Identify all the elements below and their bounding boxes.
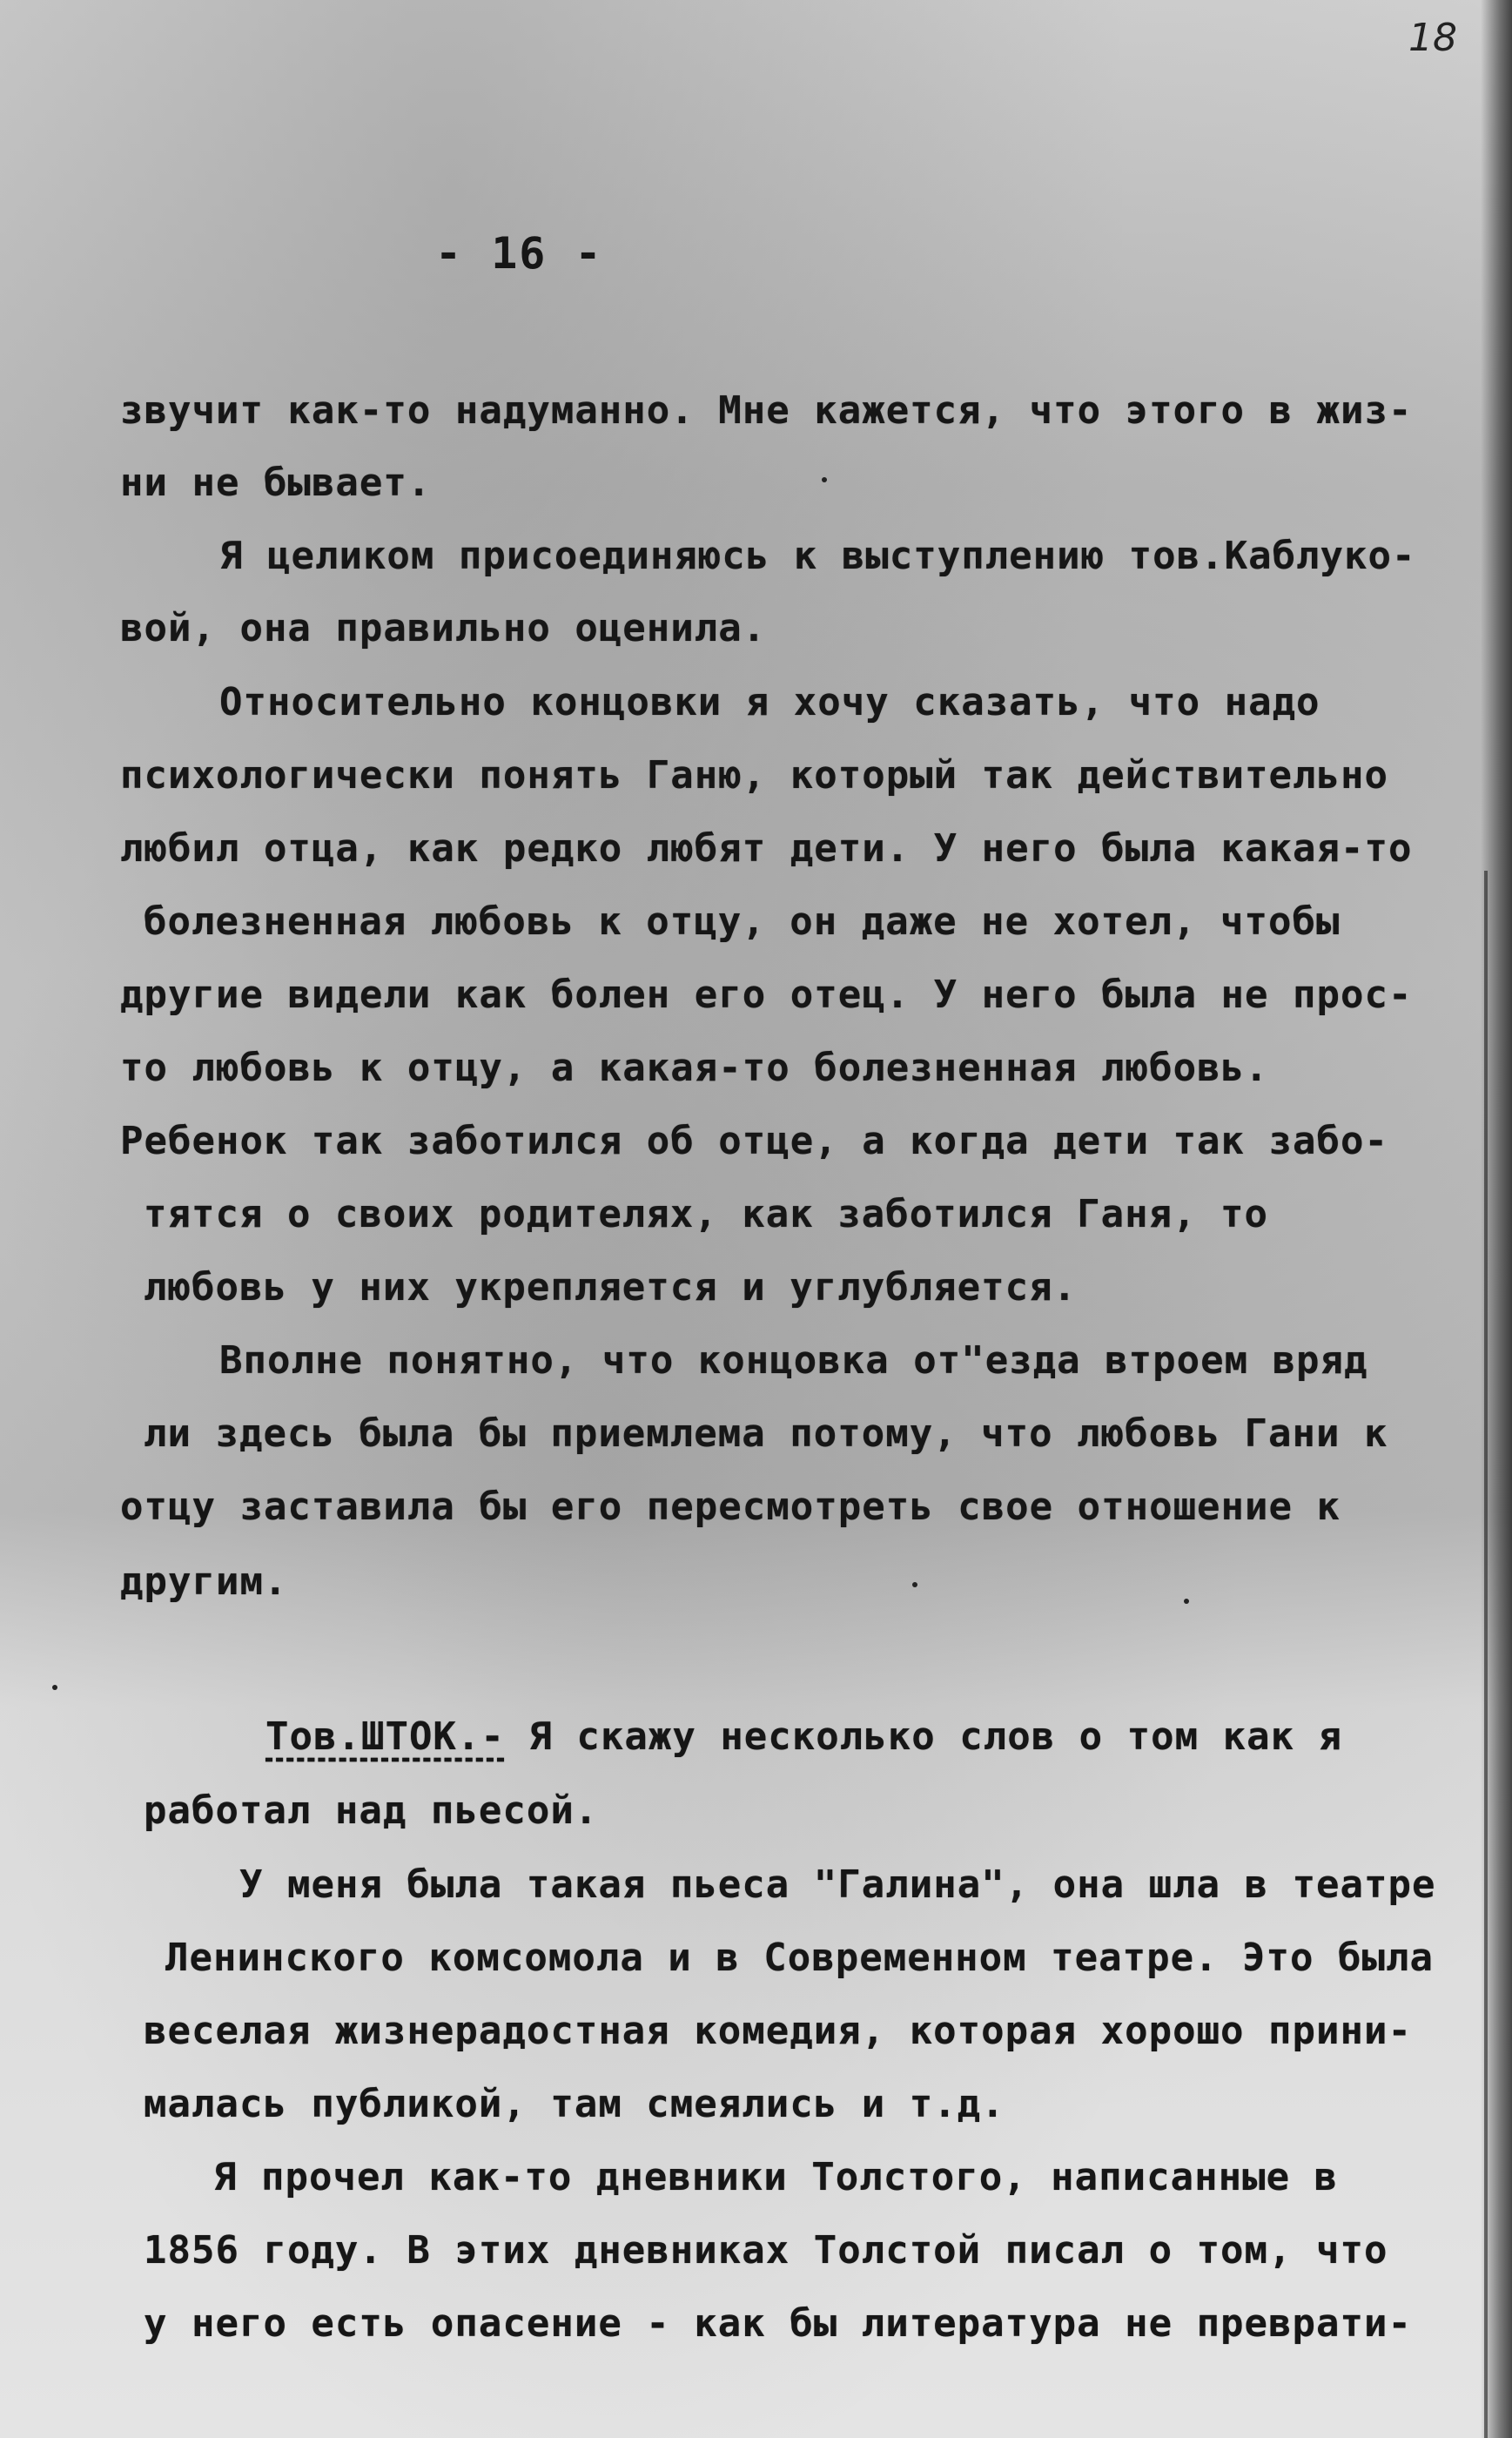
- ink-speck: [1184, 1599, 1189, 1604]
- text-line: малась публикой, там смеялись и т.д.: [144, 2082, 1005, 2126]
- text-line: тятся о своих родителях, как заботился Ганя, то: [144, 1192, 1269, 1236]
- text-line: ни не бывает.: [120, 461, 432, 505]
- text-line: другие видели как болен его отец. У него была не прос-: [120, 973, 1413, 1017]
- speaker-name: Тов.ШТОК.-: [265, 1714, 505, 1759]
- text-line: У меня была такая пьеса "Галина", она шла в театре: [239, 1862, 1436, 1907]
- text-line: ли здесь была бы приемлема потому, что любовь Гани к: [144, 1411, 1388, 1456]
- text-line: звучит как-то надуманно. Мне кажется, что этого в жиз-: [120, 388, 1413, 433]
- archive-folio-number: 18: [1408, 16, 1457, 60]
- text-line: другим.: [120, 1559, 288, 1604]
- text-line: болезненная любовь к отцу, он даже не хотел, чтобы: [144, 899, 1341, 944]
- text-line: 1856 году. В этих дневниках Толстой писал о том, что: [144, 2228, 1388, 2273]
- page-number: - 16 -: [435, 228, 603, 279]
- speaker-first-line-text: Я скажу несколько слов о том как я: [504, 1714, 1343, 1759]
- speaker-first-line: [265, 1714, 1343, 1759]
- text-line: Ленинского комсомола и в Современном театре. Это была: [165, 1936, 1434, 1980]
- text-line: то любовь к отцу, а какая-то болезненная любовь.: [120, 1046, 1269, 1090]
- text-line: психологически понять Ганю, который так действительно: [120, 753, 1388, 798]
- text-line: работал над пьесой.: [144, 1788, 599, 1833]
- ink-speck: [52, 1685, 57, 1690]
- text-line: Я целиком присоединяюсь к выступлению тов.Каблуко-: [219, 534, 1416, 578]
- ink-speck: [912, 1582, 917, 1587]
- text-line: Ребенок так заботился об отце, а когда дети так забо-: [120, 1119, 1388, 1163]
- page-edge-line: [1484, 871, 1488, 2438]
- text-line: Я прочел как-то дневники Толстого, написанные в: [213, 2155, 1339, 2199]
- text-line: отцу заставила бы его пересмотреть свое отношение к: [120, 1485, 1341, 1529]
- text-line: Вполне понятно, что концовка от"езда втроем вряд: [219, 1338, 1368, 1383]
- text-line: Относительно концовки я хочу сказать, что надо: [219, 680, 1320, 724]
- text-line: вой, она правильно оценила.: [120, 606, 767, 650]
- ink-speck: [822, 477, 827, 482]
- text-line: любил отца, как редко любят дети. У него была какая-то: [120, 826, 1413, 871]
- text-line: любовь у них укрепляется и углубляется.: [144, 1265, 1078, 1310]
- text-line: веселая жизнерадостная комедия, которая хорошо прини-: [144, 2009, 1412, 2053]
- text-line: у него есть опасение - как бы литература не преврати-: [144, 2301, 1412, 2346]
